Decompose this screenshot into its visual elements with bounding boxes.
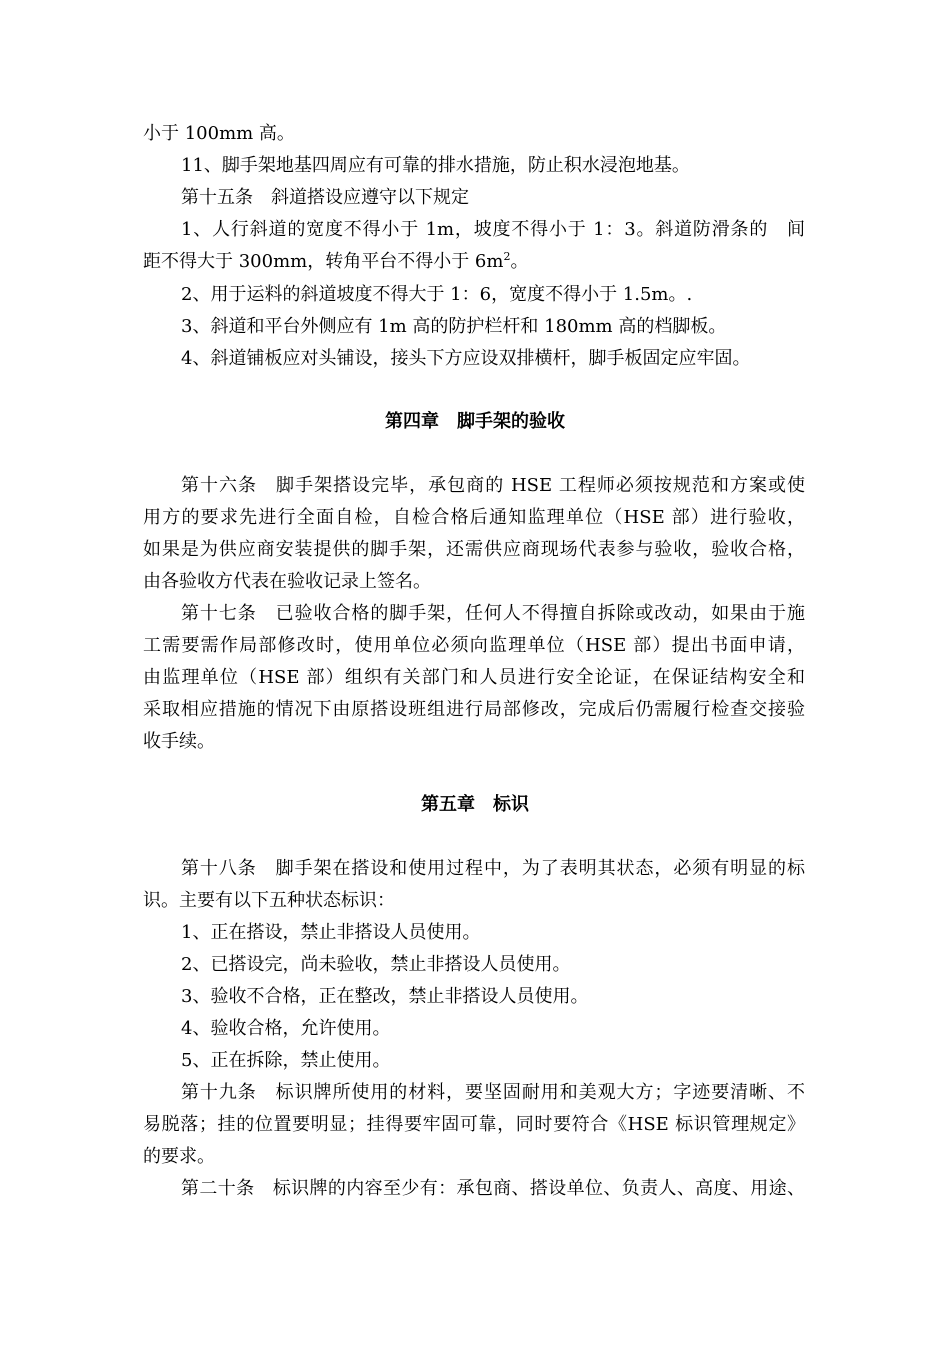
text-line: 11、脚手架地基四周应有可靠的排水措施，防止积水浸泡地基。 [181, 155, 690, 176]
text-line: 收手续。 [143, 731, 215, 752]
text-line: 第十八条 脚手架在搭设和使用过程中，为了表明其状态，必须有明显的标 [181, 858, 805, 879]
text-segment: 。 [510, 251, 529, 272]
text-line: 2、用于运料的斜道坡度不得大于 1：6，宽度不得小于 1.5m。. [181, 284, 693, 305]
text-line: 工需要需作局部修改时，使用单位必须向监理单位（HSE 部）提出书面申请， [143, 635, 805, 656]
text-line: 由监理单位（HSE 部）组织有关部门和人员进行安全论证，在保证结构安全和 [143, 667, 805, 688]
text-line: 小于 100mm 高。 [143, 123, 295, 144]
chapter-heading: 第四章 脚手架的验收 [385, 411, 565, 432]
text-line: 用方的要求先进行全面自检，自检合格后通知监理单位（HSE 部）进行验收， [143, 507, 805, 528]
text-line: 1、正在搭设，禁止非搭设人员使用。 [181, 922, 481, 943]
text-line: 如果是为供应商安装提供的脚手架，还需供应商现场代表参与验收，验收合格， [143, 539, 805, 560]
text-line: 第十九条 标识牌所使用的材料，要坚固耐用和美观大方；字迹要清晰、不 [181, 1082, 805, 1103]
text-line: 的要求。 [143, 1146, 215, 1167]
text-line: 第十六条 脚手架搭设完毕，承包商的 HSE 工程师必须按规范和方案或使 [181, 475, 805, 496]
text-line-with-superscript [143, 250, 528, 274]
text-line: 3、斜道和平台外侧应有 1m 高的防护栏杆和 180mm 高的档脚板。 [181, 316, 727, 337]
text-line: 第十七条 已验收合格的脚手架，任何人不得擅自拆除或改动，如果由于施 [181, 603, 805, 624]
text-line: 4、斜道铺板应对头铺设，接头下方应设双排横杆，脚手板固定应牢固。 [181, 348, 751, 369]
chapter-heading: 第五章 标识 [421, 794, 529, 815]
text-line: 采取相应措施的情况下由原搭设班组进行局部修改，完成后仍需履行检查交接验 [143, 699, 805, 720]
text-line: 第二十条 标识牌的内容至少有：承包商、搭设单位、负责人、高度、用途、 [181, 1178, 805, 1199]
text-line: 易脱落；挂的位置要明显；挂得要牢固可靠，同时要符合《HSE 标识管理规定》 [143, 1114, 805, 1135]
text-line: 1、人行斜道的宽度不得小于 1m，坡度不得小于 1：3。斜道防滑条的 间 [181, 219, 805, 240]
text-line: 3、验收不合格，正在整改，禁止非搭设人员使用。 [181, 986, 589, 1007]
text-line: 5、正在拆除，禁止使用。 [181, 1050, 391, 1071]
text-segment: 距不得大于 300mm，转角平台不得小于 6m [143, 251, 504, 272]
text-line: 由各验收方代表在验收记录上签名。 [143, 571, 431, 592]
text-line: 2、已搭设完，尚未验收，禁止非搭设人员使用。 [181, 954, 571, 975]
text-line: 4、验收合格，允许使用。 [181, 1018, 391, 1039]
text-line: 第十五条 斜道搭设应遵守以下规定 [181, 187, 469, 208]
superscript: 2 [503, 250, 511, 263]
text-line: 识。主要有以下五种状态标识： [143, 890, 395, 911]
